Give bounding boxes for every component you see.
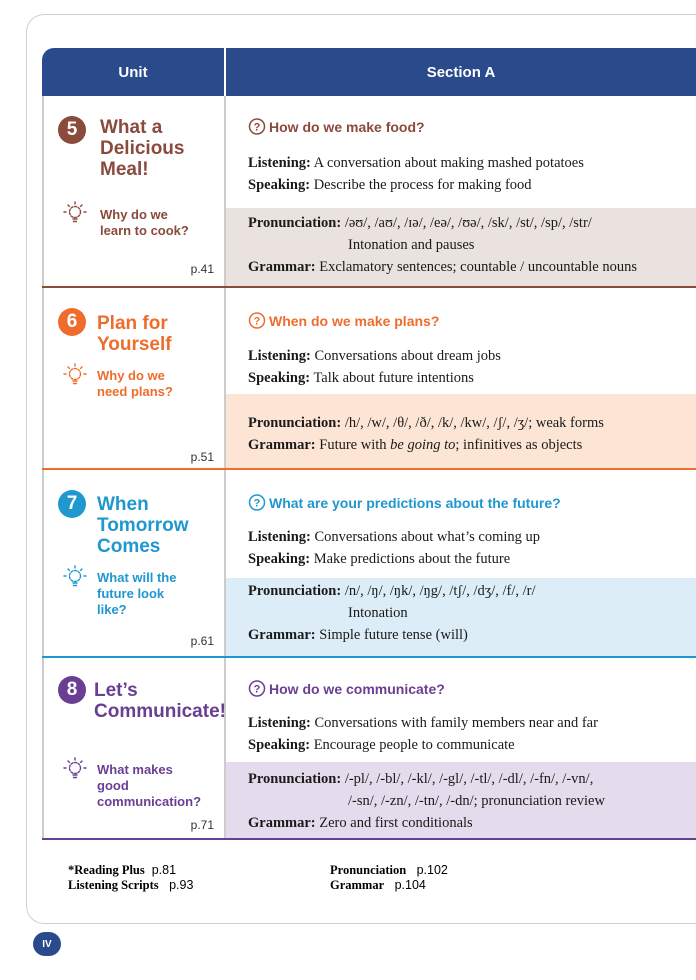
unit-question (97, 570, 176, 618)
label: Listening: (248, 715, 311, 731)
value: Zero and first conditionals (319, 815, 473, 831)
pron-grammar-block (248, 580, 536, 646)
pron-grammar-block (248, 768, 605, 834)
skills-block (248, 526, 540, 570)
label: Pronunciation: (248, 583, 342, 599)
appendix-item (68, 863, 193, 878)
speaking-line (248, 548, 540, 570)
pronunciation-line (248, 768, 605, 790)
label: Speaking: (248, 551, 311, 567)
question-text: What are your predictions about the future? (269, 495, 561, 511)
label: Listening: (248, 155, 311, 171)
skills-block (248, 712, 598, 756)
question-text: When do we make plans? (269, 313, 440, 329)
unit-question-line: communication? (97, 794, 202, 809)
unit-title-line: Let’s (94, 680, 138, 701)
appendix-page: p.102 (416, 863, 448, 877)
grammar-line (248, 256, 637, 278)
unit-question-line: learn to cook? (100, 223, 189, 238)
appendix-page: p.104 (394, 878, 426, 892)
unit-title-line: Plan for (97, 313, 168, 334)
page-ref: p.51 (190, 450, 214, 464)
section-cell (226, 658, 696, 838)
unit-number: 6 (58, 308, 86, 336)
appendix-label: Grammar (330, 878, 385, 892)
svg-text:?: ? (253, 683, 261, 696)
unit-question-line: like? (97, 602, 127, 617)
section-question (248, 118, 425, 136)
label: Pronunciation: (248, 215, 342, 231)
speaking-line (248, 367, 501, 389)
pronunciation-line (248, 212, 637, 234)
section-question (248, 680, 445, 698)
unit-row-6 (42, 288, 696, 470)
unit-question-line: future look (97, 586, 165, 601)
unit-title-line: Communicate! (94, 701, 226, 722)
unit-title-line: What a (100, 117, 163, 138)
value: A conversation about making mashed potatoes (313, 155, 584, 171)
unit-question (97, 762, 201, 810)
pronunciation-line (248, 580, 536, 602)
question-bubble-icon (248, 494, 266, 512)
appendix-col-left (68, 863, 193, 893)
appendix-item (330, 878, 448, 893)
value: Simple future tense (will) (319, 627, 468, 643)
skills-block (248, 345, 501, 389)
value: Describe the process for making food (313, 177, 532, 193)
label: Listening: (248, 348, 311, 364)
speaking-line (248, 174, 584, 196)
speaking-line (248, 734, 598, 756)
listening-line (248, 345, 501, 367)
value: Conversations with family members near and far (314, 715, 598, 731)
unit-cell (42, 470, 226, 656)
unit-question (97, 368, 173, 400)
lightbulb-icon (62, 756, 88, 782)
header-section: Section A (224, 48, 696, 96)
value-emphasis: be going to (390, 437, 456, 453)
label: Speaking: (248, 737, 311, 753)
value: Encourage people to communicate (313, 737, 515, 753)
appendix-label: Pronunciation (330, 863, 407, 877)
listening-line (248, 152, 584, 174)
value: /n/, /ŋ/, /ŋk/, /ŋg/, /tʃ/, /dʒ/, /f/, /r/ (344, 583, 536, 599)
unit-number: 7 (58, 490, 86, 518)
lightbulb-icon (62, 564, 88, 590)
label: Grammar: (248, 437, 316, 453)
label: Pronunciation: (248, 415, 342, 431)
unit-row-5 (42, 96, 696, 288)
value: /əʊ/, /aʊ/, /ɪə/, /eə/, /ʊə/, /sk/, /st/, /sp/, /str/ (344, 215, 592, 231)
unit-number: 5 (58, 116, 86, 144)
appendix-label: Listening Scripts (68, 878, 159, 892)
value: Make predictions about the future (313, 551, 511, 567)
unit-question (100, 207, 189, 239)
value: Conversations about what’s coming up (314, 529, 540, 545)
label: Speaking: (248, 177, 311, 193)
page-ref: p.41 (190, 262, 214, 276)
unit-title (100, 117, 184, 180)
question-bubble-icon (248, 312, 266, 330)
label: Pronunciation: (248, 771, 342, 787)
question-text: How do we make food? (269, 119, 425, 135)
pron-grammar-block (248, 212, 637, 278)
value: Conversations about dream jobs (314, 348, 501, 364)
appendix-page: p.93 (169, 878, 194, 892)
svg-text:?: ? (253, 315, 261, 328)
listening-line (248, 712, 598, 734)
page-ref: p.71 (190, 818, 214, 832)
page-number-badge: IV (33, 932, 61, 956)
header-unit: Unit (118, 63, 148, 81)
section-question (248, 494, 561, 512)
value: /-pl/, /-bl/, /-kl/, /-gl/, /-tl/, /-dl/, /-fn/, /-vn/, (344, 771, 594, 787)
value: Exclamatory sentences; countable / uncountable nouns (319, 259, 637, 275)
unit-question-line: What makes (97, 762, 173, 777)
label: Grammar: (248, 815, 316, 831)
appendix-col-right (330, 863, 448, 893)
label: Speaking: (248, 370, 311, 386)
unit-title (97, 494, 188, 557)
label: Grammar: (248, 259, 316, 275)
appendix-item (330, 863, 448, 878)
unit-question-line: good (97, 778, 129, 793)
unit-cell (42, 96, 226, 286)
section-cell (226, 96, 696, 286)
svg-text:?: ? (253, 497, 261, 510)
skills-block (248, 152, 584, 196)
unit-title-line: Delicious (100, 138, 185, 159)
unit-title-line: When (97, 494, 149, 515)
unit-number: 8 (58, 676, 86, 704)
unit-title-line: Comes (97, 536, 161, 557)
unit-question-line: need plans? (97, 384, 173, 399)
svg-text:?: ? (253, 121, 261, 134)
unit-cell (42, 658, 226, 838)
unit-row-7 (42, 470, 696, 658)
question-text: How do we communicate? (269, 681, 445, 697)
lightbulb-icon (62, 362, 88, 388)
unit-cell (42, 288, 226, 468)
grammar-line (248, 434, 604, 456)
unit-title (97, 313, 172, 355)
pron-grammar-block (248, 412, 604, 456)
question-bubble-icon (248, 118, 266, 136)
pronunciation-line (248, 412, 604, 434)
unit-title-line: Yourself (97, 334, 172, 355)
listening-line (248, 526, 540, 548)
grammar-line (248, 624, 536, 646)
table-header (42, 48, 696, 96)
value: /-sn/, /-zn/, /-tn/, /-dn/; pronunciation review (348, 793, 605, 809)
lightbulb-icon (62, 200, 88, 226)
appendix-page: p.81 (151, 863, 177, 877)
unit-question-line: Why do we (97, 368, 165, 383)
value: /h/, /w/, /θ/, /ð/, /k/, /kw/, /ʃ/, /ʒ/; weak forms (344, 415, 604, 431)
unit-row-8 (42, 658, 696, 840)
value: Intonation and pauses (348, 237, 475, 253)
unit-question-line: Why do we (100, 207, 168, 222)
unit-question-line: What will the (97, 570, 177, 585)
unit-title-line: Tomorrow (97, 515, 189, 536)
unit-title (94, 680, 226, 722)
unit-title-line: Meal! (100, 159, 149, 180)
label: Grammar: (248, 627, 316, 643)
value: Future with (319, 437, 391, 453)
section-question (248, 312, 439, 330)
page-ref: p.61 (190, 634, 214, 648)
label: Listening: (248, 529, 311, 545)
section-cell (226, 470, 696, 656)
appendix-list (42, 848, 696, 903)
grammar-line (248, 812, 605, 834)
question-bubble-icon (248, 680, 266, 698)
contents-table (42, 48, 696, 840)
value: ; infinitives as objects (455, 437, 583, 453)
value: Talk about future intentions (313, 370, 474, 386)
section-cell (226, 288, 696, 468)
value: Intonation (348, 605, 408, 621)
appendix-label: *Reading Plus (68, 863, 145, 877)
appendix-item (68, 878, 193, 893)
